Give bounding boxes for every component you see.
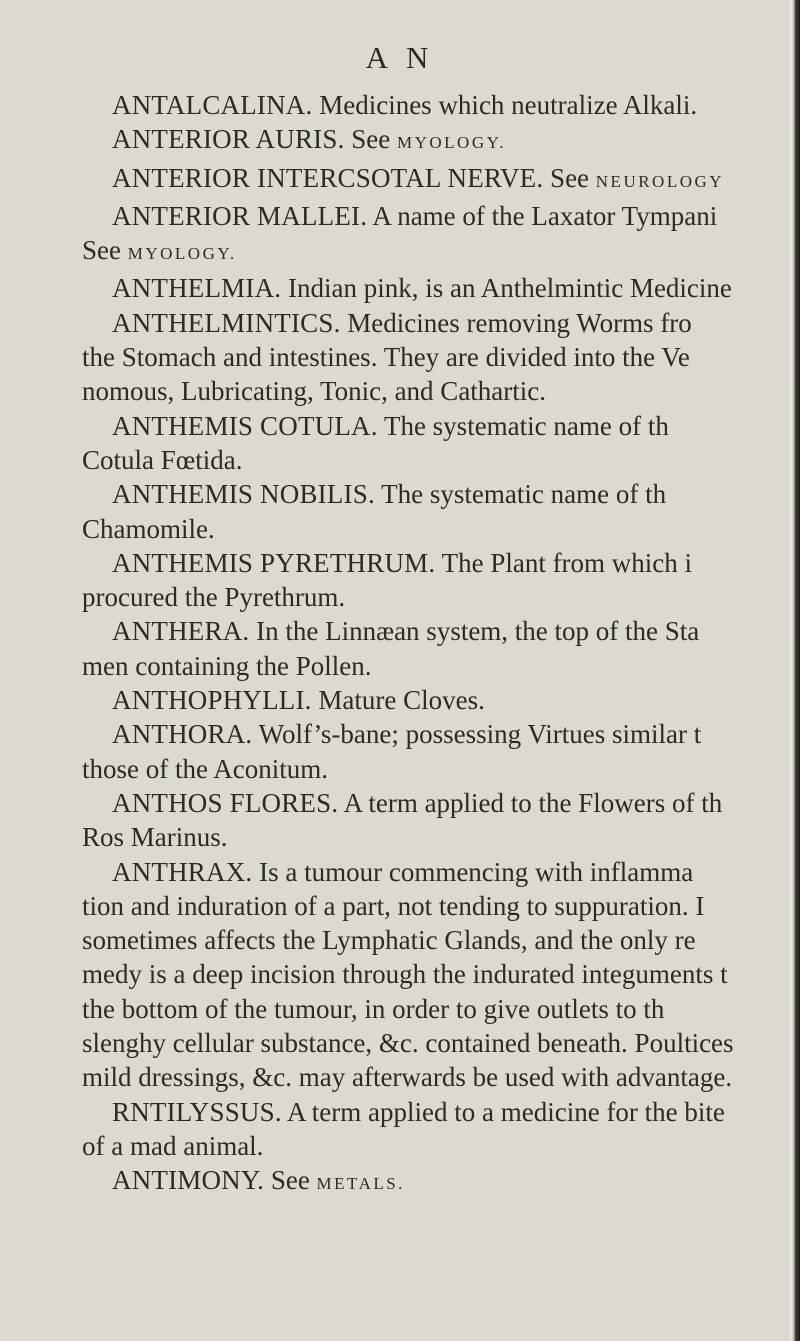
entry-text: See bbox=[543, 162, 596, 193]
entry-text: See bbox=[82, 235, 128, 266]
entry-headword: ANTHOS FLORES. bbox=[112, 787, 339, 818]
entry-continuation-line bbox=[0, 649, 784, 683]
entry-first-line bbox=[0, 1163, 784, 1201]
entry-continuation-line bbox=[0, 443, 784, 477]
entry-continuation-line bbox=[0, 340, 784, 374]
dictionary-entry bbox=[0, 161, 784, 199]
entry-headword: ANTHEMIS NOBILIS. bbox=[112, 479, 375, 510]
dictionary-entry bbox=[0, 88, 784, 122]
entry-headword: ANTHELMINTICS. bbox=[112, 307, 341, 338]
entry-text: See bbox=[344, 124, 397, 155]
entry-continuation-line bbox=[0, 957, 784, 991]
entry-text: See bbox=[264, 1165, 317, 1196]
dictionary-entry bbox=[0, 683, 784, 717]
entry-headword: ANTHOPHYLLI. bbox=[112, 685, 312, 716]
entry-first-line bbox=[0, 477, 784, 511]
dictionary-entries bbox=[0, 88, 800, 1202]
entry-text: The systematic name of th bbox=[374, 479, 667, 510]
dictionary-entry bbox=[0, 1095, 784, 1164]
entry-text: The systematic name of th bbox=[377, 410, 669, 441]
entry-text: the Stomach and intestines. They are divided into the Ve bbox=[82, 342, 690, 373]
entry-continuation-line bbox=[0, 233, 784, 271]
dictionary-entry bbox=[0, 855, 784, 1095]
entry-text: A term applied to a medicine for the bite bbox=[281, 1096, 725, 1127]
entry-first-line bbox=[0, 786, 784, 820]
entry-text: tion and induration of a part, not tending to suppuration. I bbox=[82, 890, 705, 921]
entry-headword: ANTERIOR MALLEI. bbox=[112, 200, 368, 231]
entry-first-line bbox=[0, 683, 784, 717]
entry-text: Indian pink, is an Anthelmintic Medicine bbox=[281, 273, 732, 304]
entry-first-line bbox=[0, 199, 784, 233]
entry-text: Medicines removing Worms fro bbox=[340, 307, 692, 338]
entry-text: In the Linnæan system, the top of the Sta bbox=[249, 616, 700, 647]
dictionary-entry bbox=[0, 122, 784, 160]
entry-continuation-line bbox=[0, 820, 784, 854]
entry-continuation-line bbox=[0, 889, 784, 923]
entry-first-line bbox=[0, 614, 784, 648]
entry-text: A term applied to the Flowers of th bbox=[338, 787, 723, 818]
entry-text: Wolf’s-bane; possessing Virtues similar t bbox=[252, 719, 702, 750]
cross-reference: NEUROLOGY bbox=[595, 171, 725, 191]
dictionary-entry bbox=[0, 409, 784, 478]
entry-text: Ros Marinus. bbox=[82, 822, 228, 853]
dictionary-entry bbox=[0, 271, 784, 305]
entry-first-line bbox=[0, 546, 784, 580]
entry-continuation-line bbox=[0, 374, 784, 408]
entry-first-line bbox=[0, 306, 784, 340]
entry-headword: ANTHEMIS PYRETHRUM. bbox=[112, 547, 436, 578]
cross-reference: METALS. bbox=[316, 1174, 405, 1194]
dictionary-entry bbox=[0, 614, 784, 683]
entry-text: Mature Cloves. bbox=[311, 685, 485, 716]
entry-headword: ANTHELMIA. bbox=[112, 273, 282, 304]
entry-continuation-line bbox=[0, 1129, 784, 1163]
dictionary-entry bbox=[0, 306, 784, 409]
entry-first-line bbox=[0, 717, 784, 751]
entry-first-line bbox=[0, 122, 784, 160]
entry-continuation-line bbox=[0, 1026, 784, 1060]
entry-headword: ANTERIOR AURIS. bbox=[112, 124, 345, 155]
entry-first-line bbox=[0, 1095, 784, 1129]
entry-first-line bbox=[0, 161, 784, 199]
dictionary-entry bbox=[0, 717, 784, 786]
entry-text: Is a tumour commencing with inflamma bbox=[252, 856, 694, 887]
cross-reference: MYOLOGY. bbox=[127, 244, 237, 264]
entry-text: procured the Pyrethrum. bbox=[82, 582, 346, 613]
dictionary-entry bbox=[0, 477, 784, 546]
entry-first-line bbox=[0, 409, 784, 443]
entry-text: Cotula Fœtida. bbox=[82, 444, 243, 475]
entry-text: The Plant from which i bbox=[435, 547, 693, 578]
entry-first-line bbox=[0, 271, 784, 305]
entry-headword: ANTHORA. bbox=[112, 719, 253, 750]
entry-headword: ANTHEMIS COTULA. bbox=[112, 410, 378, 441]
entry-headword: ANTALCALINA. bbox=[112, 90, 313, 120]
entry-headword: ANTHRAX. bbox=[112, 856, 253, 887]
entry-text: of a mad animal. bbox=[82, 1130, 264, 1161]
entry-headword: ANTHERA. bbox=[112, 616, 250, 647]
dictionary-entry bbox=[0, 786, 784, 855]
entry-first-line bbox=[0, 855, 784, 889]
entry-text: mild dressings, &c. may afterwards be used with advantage. bbox=[82, 1062, 733, 1093]
entry-continuation-line bbox=[0, 1060, 784, 1094]
entry-continuation-line bbox=[0, 923, 784, 957]
entry-headword: ANTIMONY. bbox=[112, 1165, 265, 1196]
entry-continuation-line bbox=[0, 752, 784, 786]
entry-continuation-line bbox=[0, 512, 784, 546]
entry-continuation-line bbox=[0, 580, 784, 614]
entry-text: nomous, Lubricating, Tonic, and Cathartic. bbox=[82, 376, 547, 407]
running-head: A N bbox=[365, 40, 435, 75]
entry-continuation-line bbox=[0, 992, 784, 1026]
dictionary-entry bbox=[0, 199, 784, 272]
entry-text: those of the Aconitum. bbox=[82, 753, 328, 784]
entry-text: the bottom of the tumour, in order to give outlets to th bbox=[82, 993, 665, 1024]
entry-text: Medicines which neutralize Alkali. bbox=[312, 90, 698, 120]
dictionary-entry bbox=[0, 546, 784, 615]
entry-text: medy is a deep incision through the indurated integuments t bbox=[82, 959, 728, 990]
entry-text: slenghy cellular substance, &c. contained beneath. Poultices bbox=[82, 1028, 734, 1059]
entry-headword: ANTERIOR INTERCSOTAL NERVE. bbox=[112, 162, 544, 193]
entry-headword: RNTILYSSUS. bbox=[112, 1096, 282, 1127]
cross-reference: MYOLOGY. bbox=[397, 133, 506, 153]
entry-text: men containing the Pollen. bbox=[82, 650, 372, 681]
entry-first-line bbox=[0, 88, 784, 122]
entry-text: A name of the Laxator Tympani bbox=[367, 200, 718, 231]
entry-text: sometimes affects the Lymphatic Glands, and the only re bbox=[82, 925, 696, 956]
entry-text: Chamomile. bbox=[82, 513, 215, 544]
dictionary-entry bbox=[0, 1163, 784, 1201]
